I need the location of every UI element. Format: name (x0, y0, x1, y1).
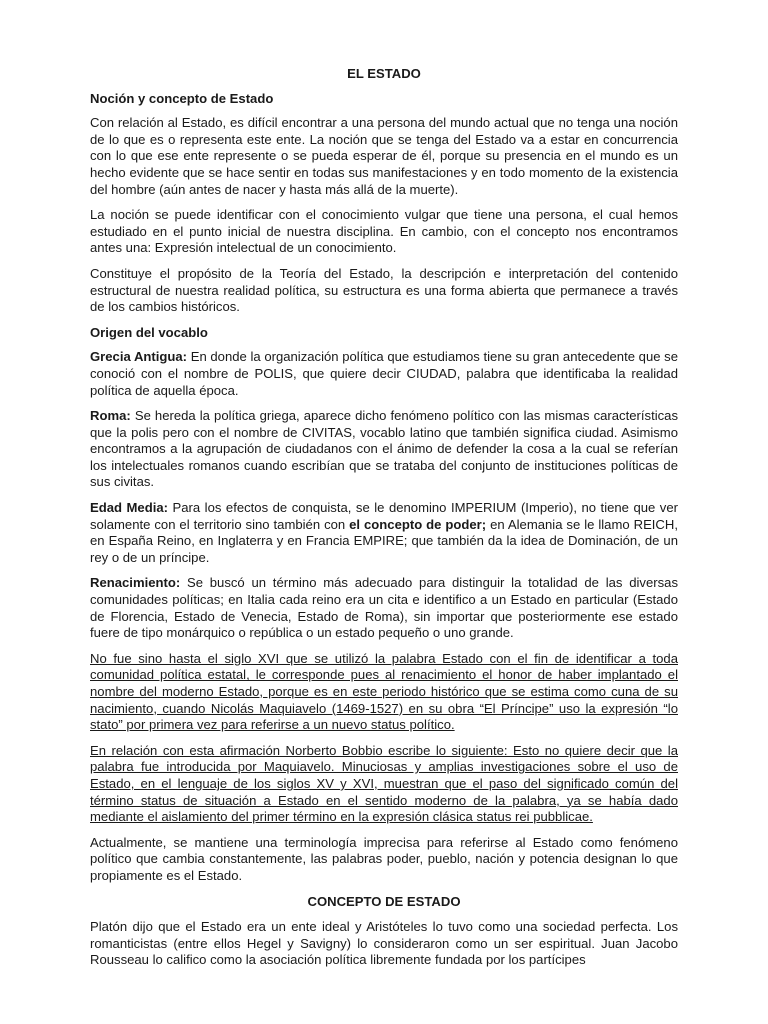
document-page (90, 66, 678, 978)
label-edad-media: Edad Media: (90, 500, 168, 516)
text-edad-media-a: Para los efectos de conquista, se le denomino IMPERIUM (Imperio), no tiene que ver solamente con el territorio sino también con (90, 500, 678, 532)
text-edad-media-b: en Alemania se le llamo REICH, en España Reino, en Inglaterra y en Francia EMPIRE; que también da la idea de Dominación, de un rey o de un príncipe. (90, 516, 678, 565)
label-grecia: Grecia Antigua: (90, 349, 188, 365)
section-heading-concepto: CONCEPTO DE ESTADO (307, 893, 461, 909)
paragraph-actualmente: Actualmente, se mantiene una terminología imprecisa para referirse al Estado como fenómeno político que cambia constantemente, las palabras poder, pueblo, nación y potencia designan lo que propiamente es el Estado. (90, 834, 678, 883)
section-heading-origen: Origen del vocablo (90, 324, 208, 340)
paragraph-nocion-2: La noción se puede identificar con el conocimiento vulgar que tiene una persona, el cual hemos estudiado en el punto inicial de nuestra disciplina. En cambio, con el concepto nos encontramos antes una: Expresión intelectual de un conocimiento. (90, 207, 678, 256)
paragraph-platon: Platón dijo que el Estado era un ente ideal y Aristóteles lo tuvo como una sociedad perfecta. Los romanticistas (entre ellos Hegel y Savigny) lo consideraron como un ser espiritual. Juan Jacobo Rousseau lo califico como la asociación política libremente fundada por los partícipes (90, 919, 678, 968)
paragraph-renacimiento (90, 575, 678, 641)
text-renacimiento: Se buscó un término más adecuado para distinguir la totalidad de las diversas comunidades políticas; en Italia cada reino era un cita e identifico a un Estado en particular (Estado de Florencia, Estado de Venecia, Estado de Roma), sin importar que posteriormente ese estado fuere de tipo monárquico o república o un estado pequeño o uno grande. (90, 575, 678, 641)
label-renacimiento: Renacimiento: (90, 575, 181, 591)
section-heading-nocion: Noción y concepto de Estado (90, 90, 274, 106)
label-roma: Roma: (90, 408, 131, 424)
paragraph-nocion-3: Constituye el propósito de la Teoría del Estado, la descripción e interpretación del contenido estructural de nuestra realidad política, su estructura es una forma abierta que permanece a través de los cambios históricos. (90, 265, 678, 315)
paragraph-bobbio: En relación con esta afirmación Norberto Bobbio escribe lo siguiente: Esto no quiere decir que la palabra fue introducida por Maquiavelo. Minuciosas y amplias investigaciones sobre el uso de Estado, en el lenguaje de los siglos XV y XVI, muestran que el paso del significado común del término status de situación a Estado en el sentido moderno de la palabra, ya se había dado mediante el aislamiento del primer término en la expresión clásica status rei pubblicae. (90, 742, 678, 825)
text-roma: Se hereda la política griega, aparece dicho fenómeno político con las mismas características que la polis pero con el nombre de CIVITAS, vocablo latino que también significa ciudad. Asimismo encontramos a la agrupación de ciudadanos con el ánimo de defender la cosa a la cual se referían los intelectuales romanos cuando escribían que se trataba del conjunto de instituciones políticas de sus civitas. (90, 408, 678, 490)
text-grecia: En donde la organización política que estudiamos tiene su gran antecedente que se conoció con el nombre de POLIS, que quiere decir CIUDAD, palabra que identificaba la realidad política de aquella época. (90, 349, 678, 398)
paragraph-siglo-xvi: No fue sino hasta el siglo XVI que se utilizó la palabra Estado con el fin de identificar a toda comunidad política estatal, le corresponde pues al renacimiento el honor de haber implantado el nombre del moderno Estado, porque es en este periodo histórico que se estima como cuna de su nacimiento, cuando Nicolás Maquiavelo (1469-1527) en su obra “El Príncipe” uso la expresión “lo stato” por primera vez para referirse a un nuevo status político. (90, 650, 678, 733)
paragraph-nocion-1: Con relación al Estado, es difícil encontrar a una persona del mundo actual que no tenga una noción de lo que es o representa este ente. La noción que se tenga del Estado va a estar en concurrencia con lo que ese ente represente o se pueda esperar de él, porque su presencia en el mundo es un hecho evidente que se hace sentir en todas sus manifestaciones y en todo momento de la existencia del hombre (aún antes de nacer y hasta más allá de la muerte). (90, 115, 678, 197)
paragraph-grecia (90, 349, 678, 399)
bold-concepto-poder: el concepto de poder; (349, 516, 487, 532)
paragraph-roma (90, 408, 678, 491)
paragraph-edad-media (90, 500, 678, 566)
document-title: EL ESTADO (347, 66, 421, 81)
